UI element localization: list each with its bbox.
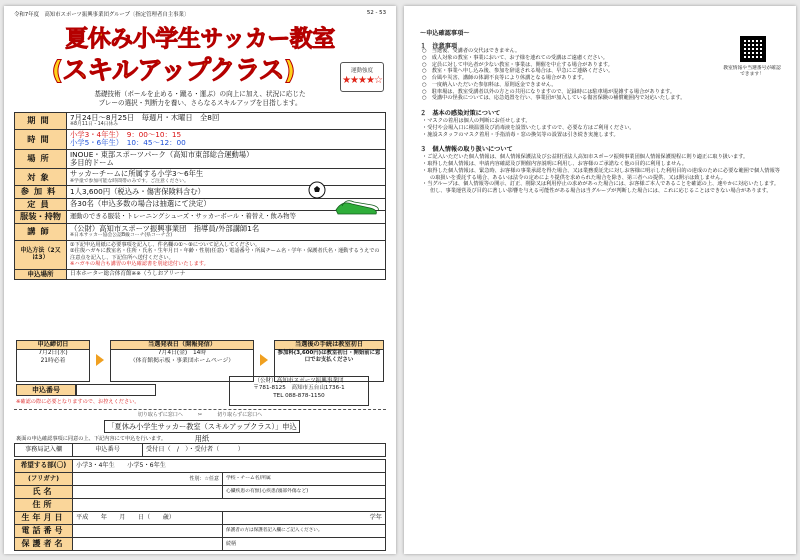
- description-line-2: プレーの選択・判断力を養い、さらなるスキルアップを目指します。: [98, 98, 302, 107]
- list-item: ○ 成人対象の教室・事業において、お子様を連れての受講はご遠慮ください。: [422, 54, 608, 61]
- row-label: 期間: [15, 113, 67, 130]
- form-row-birthday: [15, 512, 386, 525]
- deadline-box: [16, 340, 90, 382]
- items-value: 運動のできる服装・トレーニングシューズ・サッカーボール・着替え・飲み物等: [67, 211, 386, 223]
- row-period: [15, 113, 386, 130]
- place-value-a: INOUE・東部スポーツパーク（高知市東部総合運動場）: [70, 149, 254, 159]
- deadline-date: 7月2日(水): [38, 350, 68, 357]
- applicant-number-label: 申込番号: [16, 384, 76, 396]
- row-label: 申込場所: [15, 269, 67, 279]
- header-org: 令和7年度 高知市スポーツ振興事業団グループ〔指定管理者自主事業〕: [14, 12, 190, 18]
- form-label: 電話番号: [15, 525, 73, 538]
- payment-title: 当選後の手続は教室初日: [275, 341, 383, 350]
- cut-right: 切り取らずに窓口へ: [217, 412, 263, 418]
- list-item: ・受付や会場入口に検温器及び消毒液を設置いたしますので、必要な方はご利用ください。: [422, 124, 635, 131]
- office-label: 事務局記入欄: [15, 444, 73, 457]
- list-item: ・取得した個人情報は、緊急時、お客様の事業承認を得た場合、又は業務委託先に対しお客様に明示した利用目的の達成のために必要な範囲で個人情報等の取扱いを委託する場合、あるいは法令の定めにより提供を求められた場合を除き、第三者への提供、又は開示は致しません。: [422, 167, 780, 181]
- list-item: ○ 定員に対して申込者が少ない教室・事業は、開催を中止する場合があります。: [422, 61, 613, 68]
- instructor-note: ※日本サッカー協会公認B級コーチ(県コーチ含): [70, 233, 173, 239]
- list-item: ・マスクの着用は個人の判断にお任せします。: [422, 118, 531, 125]
- form-row-phone: [15, 525, 386, 538]
- cut-instructions: 切り取らずに窓口へ ✂ 切り取らずに窓口へ: [137, 412, 263, 418]
- apply-method-b: ②往復ハガキに教室名・住所・氏名・生年月日・年齢・性別(任意)・電話番号・所属チーム名・学年・保護者氏名・運動するうえでの注意点を記入し、下記住所へ送付ください。: [70, 248, 380, 261]
- confirmation-heading: ～申込確認事項～: [420, 30, 470, 37]
- row-apply-place: [15, 269, 386, 279]
- list-item: ○ 駐車場は、教室受講者以外の方との共用になりますので、記録時には駐車場が混雑する場合があります。: [422, 88, 676, 95]
- title-sub: (スキルアップクラス): [51, 56, 295, 86]
- row-capacity: [15, 198, 386, 210]
- reception-label: 受付日（ / ）・受付者（ ）: [143, 444, 386, 457]
- grade-field[interactable]: 学年: [223, 512, 386, 525]
- list-item: ○ 教室・事業へ申し込み後、参加を辞退される場合は、早急にご連絡ください。: [422, 68, 614, 75]
- form-label: (フリガナ): [15, 473, 73, 486]
- gender-field[interactable]: 性別：☆任意: [73, 473, 223, 486]
- row-label: 場所: [15, 149, 67, 169]
- applicant-number-field[interactable]: [76, 384, 156, 396]
- target-note: ※学童で参加可能な時間帯のみです。ご注意ください。: [70, 178, 189, 184]
- result-note: （体育館掲示板・事業団ホームページ）: [129, 357, 235, 364]
- page-header: [14, 10, 386, 19]
- list-item: ・取得した個人情報は、申請内容確認及び開催内容説明に利用し、お客様のご承諾なく他の目的に利用しません。: [422, 161, 687, 168]
- section-3-title: ３ 個人情報の取り扱いについて: [420, 146, 513, 154]
- form-header-row: [15, 444, 386, 457]
- badge-label: 運動強度: [350, 68, 373, 74]
- number-label: 申込番号: [73, 444, 143, 457]
- row-label: 服装・持物: [15, 211, 67, 223]
- applicant-note: ※確認の際に必要となりますので、お控えください。: [16, 399, 140, 405]
- row-label: 時間: [15, 129, 67, 149]
- phone-note: 保護者の方は保護者記入欄にご記入ください。: [223, 525, 386, 538]
- period-note: ※8月11日・14日休み: [70, 122, 119, 128]
- period-value: 7月24日～8月25日 毎週月・木曜日 全8回: [70, 113, 220, 122]
- address-org: （公財）高知市スポーツ振興事業団: [254, 378, 344, 384]
- guardian-field[interactable]: [73, 538, 223, 551]
- info-table: [14, 112, 386, 280]
- apply-method-a: ①下記申込用紙に必要事項を記入し、件名欄の①～⑨について記入してください。: [70, 241, 261, 248]
- place-value-b: 多目的ドーム: [70, 158, 114, 168]
- row-label: 定員: [15, 198, 67, 210]
- section-1-title: １ 注意事項: [420, 43, 458, 50]
- section-3-list: [420, 154, 780, 195]
- form-row-class: [15, 460, 386, 473]
- time-value-a: 小学3・4年生） 9：00～10：15: [70, 129, 182, 139]
- soccer-ball-icon: [308, 181, 326, 199]
- list-item: ○ 台風や災害、講師の体調不良等により休講となる場合があります。: [422, 75, 587, 81]
- form-label: 住所: [15, 499, 73, 512]
- arrow-icon: [260, 354, 268, 366]
- flyer-page-back: [404, 6, 796, 554]
- application-form: [14, 443, 386, 551]
- title-main: 夏休み小学生サッカー教室: [65, 26, 335, 52]
- cut-line: [14, 409, 386, 410]
- page-number: 52 - 53: [366, 10, 386, 16]
- row-instructor: [15, 223, 386, 240]
- form-label: 生年月日: [15, 512, 73, 525]
- capacity-value: 各30名（申込多数の場合は抽選にて決定）: [67, 198, 386, 210]
- section-2-list: [420, 118, 780, 138]
- description-line-1: 基礎技術（ボールを止める・蹴る・運ぶ）の向上に加え、状況に応じた: [94, 90, 306, 98]
- result-date: 7月4日(金) 14時: [157, 350, 207, 357]
- address-field[interactable]: [73, 499, 386, 512]
- form-row-address: [15, 499, 386, 512]
- name-field[interactable]: [73, 486, 223, 499]
- instructor-value: （公財）高知市スポーツ振興事業団 指導員/外部講師1名: [70, 223, 260, 233]
- row-label: 対象: [15, 169, 67, 186]
- row-time: [15, 129, 386, 149]
- description: [24, 90, 376, 108]
- row-label: 参加料: [15, 186, 67, 198]
- result-title: 当選発表日（開報発信）: [111, 341, 253, 350]
- list-item: ・施設スタッフのマスク着用・手指消毒・窓の換気等の設置は引き続き実施します。: [422, 131, 619, 138]
- form-label: 希望する部(〇): [15, 460, 73, 473]
- tel: TEL 088-878-1150: [273, 392, 325, 399]
- form-row-furigana: [15, 473, 386, 486]
- confirmation-content: [420, 28, 706, 50]
- form-row-guardian: [15, 538, 386, 551]
- school-field[interactable]: 学校・チーム名/所属: [223, 473, 386, 486]
- apply-place-value: 日本ホーター総合体育館※※（うしおアリーナ: [67, 269, 386, 279]
- soccer-shoes-icon: [334, 196, 380, 218]
- list-item: ○ 受講中の怪我については、応急処置を行い、事業団が加入している傷害保険の補償範囲内で対応いたします。: [422, 95, 686, 102]
- row-items: [15, 211, 386, 223]
- time-value-b: 小学5・6年生） 10：45～12：00: [70, 138, 186, 148]
- health-field[interactable]: 心臓疾患の有無(心疾患/頭部外傷など): [223, 486, 386, 499]
- flyer-page-front: [4, 6, 396, 554]
- class-choice[interactable]: 小学3・4年生 小学5・6年生: [73, 460, 386, 473]
- deadline-title: 申込締切日: [17, 341, 89, 350]
- form-label: 保護者名: [15, 538, 73, 551]
- list-item: ○ 当選後、受講者の交代はできません。: [422, 48, 521, 54]
- row-place: [15, 149, 386, 169]
- section-2-title: ２ 基本の感染対策について: [420, 110, 501, 117]
- row-label: 講師: [15, 223, 67, 240]
- list-item: ○ 一度納入いただいた参加料は、原則返金できません。: [422, 81, 557, 88]
- birthday-field[interactable]: 平成 年 月 日（ 歳）: [73, 512, 223, 525]
- section-1-list: [420, 48, 780, 102]
- form-row-name: [15, 486, 386, 499]
- deadline-time: 21時必着: [40, 357, 66, 364]
- cut-left: 切り取らずに窓口へ: [137, 412, 183, 418]
- row-fee: [15, 186, 386, 198]
- notes-section: [420, 48, 780, 195]
- row-apply-method: [15, 240, 386, 269]
- relation-field[interactable]: 続柄: [223, 538, 386, 551]
- star-rating: ★★★★☆: [342, 75, 382, 86]
- phone-field[interactable]: [73, 525, 223, 538]
- payment-note: 参加料(3,600円)は教室初日・開始前に窓口でお支払ください: [277, 350, 381, 364]
- qr-caption: 教室情報や当選番号が確認できます！: [723, 66, 781, 77]
- row-target: [15, 169, 386, 186]
- row-label: 申込方法（2又は3）: [15, 240, 67, 269]
- fee-value: 1人3,600円（税込み・傷害保険料含む）: [67, 186, 386, 198]
- apply-method-c: ※ハガキの場合も講習の申込確認書を別途送付いたします。: [70, 261, 209, 268]
- arrow-icon: [96, 354, 104, 366]
- address-box: [229, 376, 369, 406]
- list-item: ・当グループは、個人情報等の開示、訂正、削除又は利用停止の求めがあった場合には、お客様ご本人であることを確認の上、速やかに対応いたします。但し、事業運営及び目的に著しい影響を与える可能性がある場合は当グループが判断した場合には、これに応じることはできない場合があります。: [422, 181, 780, 195]
- target-value: サッカーチームに所属する小学3～6年生: [70, 169, 204, 179]
- form-label: 氏名: [15, 486, 73, 499]
- form-note: 裏面の申込確認事項に同意の上、下記内容にて申込を行います。: [16, 436, 167, 442]
- form-title: 「夏休み小学生サッカー教室（スキルアップクラス）」申込用紙: [104, 420, 300, 433]
- address: 〒781-8125 高知市五台山1736-1: [253, 385, 345, 392]
- list-item: ・ご記入いただいた個人情報は、個人情報保護法及び公益財団法人高知市スポーツ振興事業団個人情報保護規程に則り適正に取り扱います。: [422, 154, 749, 161]
- intensity-badge: [340, 62, 384, 92]
